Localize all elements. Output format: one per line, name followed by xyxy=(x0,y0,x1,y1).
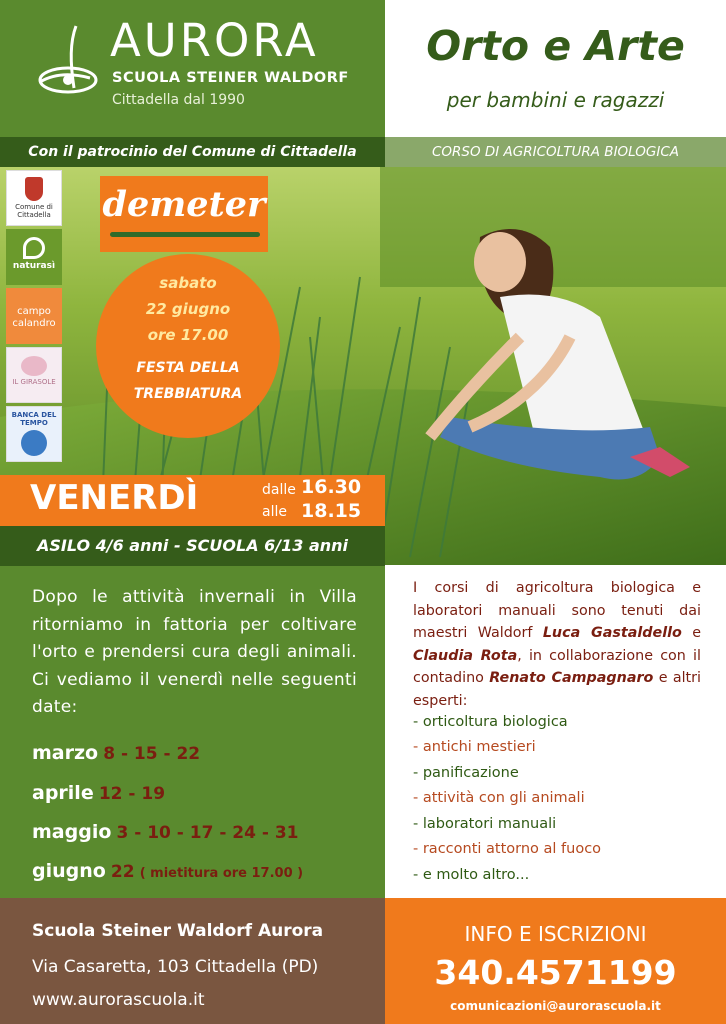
date-month: giugno xyxy=(32,860,106,882)
date-row-april xyxy=(32,782,165,804)
hourglass-icon xyxy=(21,430,47,456)
date-days: 12 - 19 xyxy=(98,784,166,804)
family-icon xyxy=(21,356,47,376)
courses-text-2: e xyxy=(692,625,702,641)
sponsor-comune-cittadella xyxy=(6,170,62,226)
courses-text-4: e altri esperti: xyxy=(413,670,702,709)
sponsor-banca-del-tempo xyxy=(6,406,62,462)
leaf-icon xyxy=(23,237,45,259)
teacher-name-2: Claudia Rota xyxy=(413,647,518,664)
demeter-wordmark: demeter xyxy=(102,184,266,225)
schedule-to-label: alle xyxy=(262,504,287,520)
teacher-name-1: Luca Gastaldello xyxy=(542,625,682,641)
sponsor-campo-calandro xyxy=(6,288,62,344)
logo-subtitle: SCUOLA STEINER WALDORF xyxy=(112,70,349,86)
school-name: Scuola Steiner Waldorf Aurora xyxy=(32,921,324,941)
activity-item: - e molto altro... xyxy=(413,867,530,883)
activity-item: - panificazione xyxy=(413,765,519,781)
event-day: sabato xyxy=(159,274,217,292)
schedule-day: VENERDÌ xyxy=(30,478,199,518)
event-date: 22 giugno xyxy=(145,300,231,318)
date-row-may xyxy=(32,821,299,843)
date-days: 8 - 15 - 22 xyxy=(103,744,201,764)
email-link[interactable]: comunicazioni@aurorascuola.it xyxy=(450,999,661,1013)
date-month: maggio xyxy=(32,821,112,843)
courses-text-1: I corsi di agricoltura biologica e laboratori manuali sono tenuti dai maestri Waldorf xyxy=(413,580,701,641)
sponsor-calandro-label: campo calandro xyxy=(12,306,56,329)
date-note: ( mietitura ore 17.00 ) xyxy=(139,866,304,881)
sponsor-il-girasole xyxy=(6,347,62,403)
courses-text-3: , in collaborazione con il contadino xyxy=(413,647,701,686)
intro-text: Dopo le attività invernali in Villa ritorniamo in fattoria per coltivare l'orto e prendersi cura degli animali. Ci vediamo il venerdì nelle seguenti date: xyxy=(32,587,357,717)
sponsor-comune-label: Comune di Cittadella xyxy=(15,203,53,219)
patronage-banner: Con il patrocinio del Comune di Cittadella xyxy=(0,137,385,167)
sponsor-banca-label: BANCA DEL TEMPO xyxy=(11,411,57,427)
farmer-name: Renato Campagnaro xyxy=(489,670,654,686)
date-month: marzo xyxy=(32,742,99,764)
activity-item: - attività con gli animali xyxy=(413,790,585,806)
date-month: aprile xyxy=(32,782,94,804)
activity-item: - laboratori manuali xyxy=(413,816,557,832)
event-title-line2: TREBBIATURA xyxy=(133,386,243,402)
courses-description xyxy=(413,577,701,712)
schedule-from-label: dalle xyxy=(262,482,296,498)
activity-item: - orticoltura biologica xyxy=(413,714,568,730)
event-title-line1: FESTA DELLA xyxy=(136,360,240,376)
sponsor-naturasi xyxy=(6,229,62,285)
course-banner: CORSO DI AGRICOLTURA BIOLOGICA xyxy=(385,137,726,167)
date-row-march xyxy=(32,742,200,764)
age-groups: ASILO 4/6 anni - SCUOLA 6/13 anni xyxy=(0,526,385,566)
page-subtitle: per bambini e ragazzi xyxy=(446,88,665,112)
phone-number[interactable]: 340.4571199 xyxy=(434,953,677,992)
logo-name: AURORA xyxy=(110,14,319,67)
logo-since: Cittadella dal 1990 xyxy=(112,92,245,108)
activity-item: - antichi mestieri xyxy=(413,739,536,755)
page-title: Orto e Arte xyxy=(426,22,685,70)
date-days: 3 - 10 - 17 - 24 - 31 xyxy=(116,823,299,843)
info-heading: INFO E ISCRIZIONI xyxy=(464,922,647,946)
date-row-june xyxy=(32,860,303,882)
website-link[interactable]: www.aurorascuola.it xyxy=(32,990,205,1010)
sponsor-girasole-label: IL GIRASOLE xyxy=(12,378,56,386)
event-time: ore 17.00 xyxy=(147,326,229,344)
schedule-from-time: 16.30 xyxy=(301,476,362,498)
date-days: 22 xyxy=(110,862,135,882)
aurora-logo-icon xyxy=(30,22,105,104)
coat-of-arms-icon xyxy=(25,177,43,201)
school-address: Via Casaretta, 103 Cittadella (PD) xyxy=(32,957,319,977)
demeter-underline xyxy=(110,232,260,237)
schedule-to-time: 18.15 xyxy=(301,500,362,522)
activity-item: - racconti attorno al fuoco xyxy=(413,841,602,857)
sponsor-naturasi-label: naturasì xyxy=(12,261,56,271)
